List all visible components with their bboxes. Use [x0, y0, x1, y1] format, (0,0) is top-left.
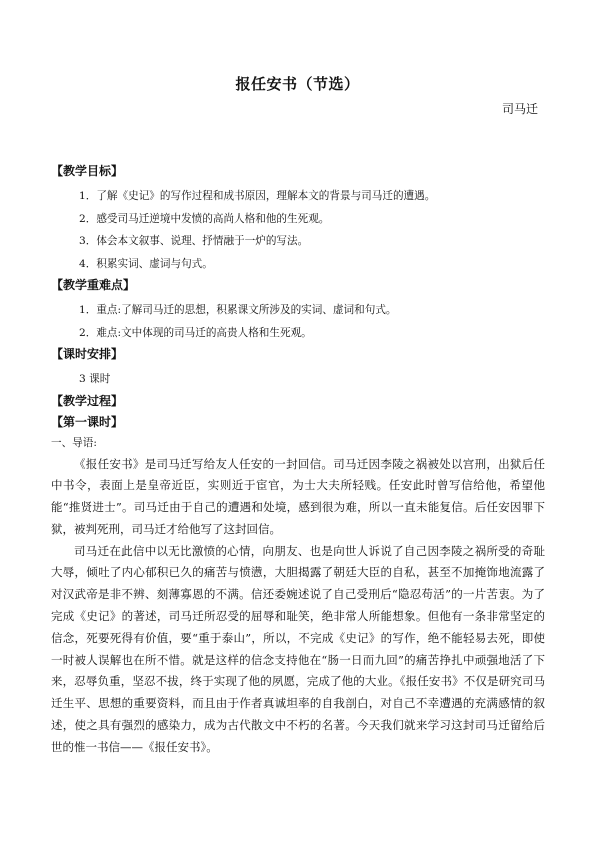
list-item: 1．了解《史记》的写作过程和成书原因，理解本文的背景与司马迁的遭遇。 — [79, 190, 436, 202]
section-heading-goals: 【教学目标】 — [51, 164, 124, 178]
section-key-points — [51, 275, 545, 344]
section-goals — [51, 161, 545, 275]
section-heading-key-points: 【教学重难点】 — [51, 278, 136, 292]
list-item: 2．难点:文中体现的司马迁的高贵人格和生死观。 — [79, 326, 312, 339]
section-heading-process: 【教学过程】 — [51, 393, 124, 408]
section-schedule — [51, 344, 545, 391]
list-item: 3．体会本文叙事、说理、抒情融于一炉的写法。 — [79, 235, 309, 247]
body-paragraph: 《报任安书》是司马迁写给友人任安的一封回信。司马迁因李陵之祸被处以宫刑，出狱后任中书令，表面上是皇帝近臣，实则近于宦官，为士大夫所轻贱。任安此时曾写信给他，希望他能“推贤进士”。司马迁由于自己的遭遇和处境，感到很为难，所以一直未能复信。后任安因罪下狱，被判死刑，司马迁才给他写了这封回信。 — [51, 456, 545, 536]
section-heading-schedule: 【课时安排】 — [51, 347, 124, 361]
list-item: 4．积累实词、虚词与句式。 — [79, 257, 213, 270]
document-body — [51, 161, 545, 759]
section-heading-lesson-1: 【第一课时】 — [51, 414, 124, 429]
list-item: 2．感受司马迁逆境中发愤的高尚人格和他的生死观。 — [79, 212, 330, 225]
schedule-text: 3 课时 — [79, 373, 111, 385]
intro-label: 一、导语: — [51, 436, 97, 449]
document-title: 报任安书（节选） — [235, 75, 360, 93]
document-author: 司马迁 — [501, 102, 538, 116]
body-paragraph: 司马迁在此信中以无比激愤的心情，向朋友、也是向世人诉说了自己因李陵之祸所受的奇耻大辱，倾吐了内心郁积已久的痛苦与愤懑，大胆揭露了朝廷大臣的自私，甚至不加掩饰地流露了对汉武帝是非不辨、刻薄寡恩的不满。信还委婉述说了自己受刑后“隐忍苟活”的一片苦衷。为了完成《史记》的著述，司马迁所忍受的屈辱和耻笑，绝非常人所能想象。但他有一条非常坚定的信念，死要死得有价值，要“重于泰山”，所以，不完成《史记》的写作，绝不能轻易去死，即使一时被人误解也在所不惜。就是这样的信念支持他在“肠一日而九回”的痛苦挣扎中顽强地活了下来，忍辱负重，坚忍不拔，终于实现了他的夙愿，完成了他的大业。《报任安书》不仅是研究司马迁生平、思想的重要资料，而且由于作者真诚坦率的自我剖白，对自己不幸遭遇的充满感情的叙述，使之具有强烈的感染力，成为古代散文中不朽的名著。今天我们就来学习这封司马迁留给后世的惟一书信——《报任安书》。 — [51, 543, 545, 754]
list-item: 1．重点:了解司马迁的思想，积累课文所涉及的实词、虚词和句式。 — [79, 304, 397, 316]
section-lesson-1 — [51, 412, 545, 759]
